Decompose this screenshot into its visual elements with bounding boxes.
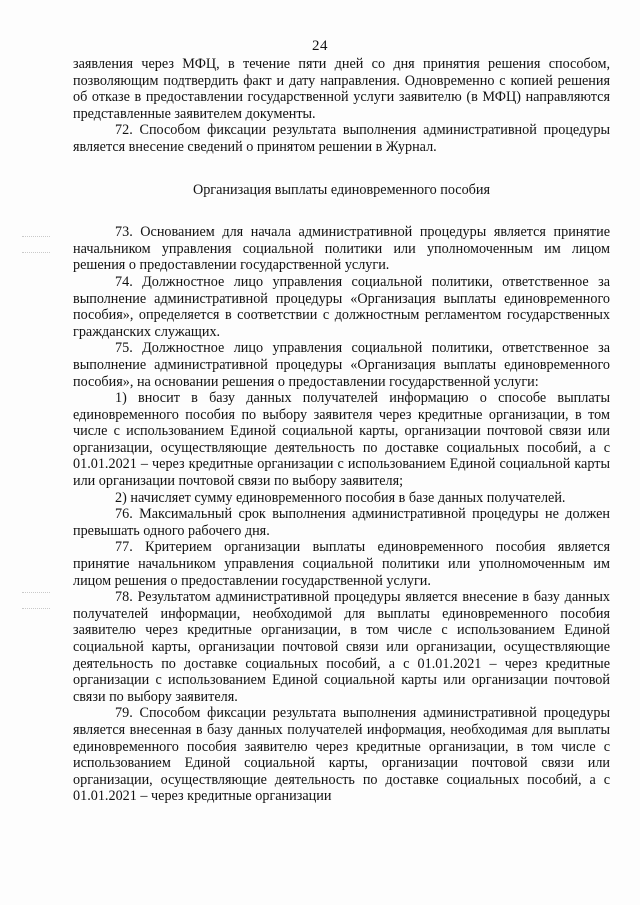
paragraph-72: 72. Способом фиксации результата выполнения административной процедуры является внесение сведений о принятом решении в Журнал. <box>73 122 610 155</box>
section-heading: Организация выплаты единовременного пособия <box>192 181 491 198</box>
paragraph-77: 77. Критерием организации выплаты единовременного пособия является принятие начальником управления социальной политики или уполномоченным им лицом решения о предоставлении государственной услуги. <box>73 539 610 589</box>
paragraph-73: 73. Основанием для начала административной процедуры является принятие начальником управления социальной политики или уполномоченным им лицом решения о предоставлении государственной услуги. <box>73 224 610 274</box>
scan-artifact <box>22 608 50 611</box>
paragraph-75-item-2: 2) начисляет сумму единовременного пособия в базе данных получателей. <box>115 489 566 506</box>
page-number: 24 <box>312 38 328 54</box>
paragraph-78: 78. Результатом административной процедуры является внесение в базу данных получателей информации, необходимой для выплаты единовременного пособия заявителю через кредитные организации, в том числе с использованием Единой социальной карты, организации почтовой связи или организации, осуществляющие деятельность по доставке социальных пособий, а с 01.01.2021 – через кредитные организации с использованием Единой социальной карты или организации почтовой связи по выбору заявителя. <box>73 589 610 705</box>
document-body <box>73 56 610 805</box>
paragraph-75: 75. Должностное лицо управления социальной политики, ответственное за выполнение административной процедуры «Организация выплаты единовременного пособия», на основании решения о предоставлении государственной услуги: <box>73 340 610 390</box>
scan-artifact <box>22 592 50 595</box>
paragraph-76: 76. Максимальный срок выполнения административной процедуры не должен превышать одного рабочего дня. <box>73 506 610 539</box>
paragraph-74: 74. Должностное лицо управления социальной политики, ответственное за выполнение административной процедуры «Организация выплаты единовременного пособия», определяется в соответствии с должностным регламентом государственных гражданских служащих. <box>73 273 610 340</box>
paragraph-79: 79. Способом фиксации результата выполнения административной процедуры является внесенная в базу данных получателей информация, необходимая для выплаты единовременного пособия заявителю через кредитные организации, в том числе с использованием Единой социальной карты, организации почтовой связи или организации, осуществляющие деятельность по доставке социальных пособий, а с 01.01.2021 – через кредитные организации <box>73 705 610 805</box>
scan-artifact <box>22 252 50 255</box>
paragraph-continuation: заявления через МФЦ, в течение пяти дней со дня принятия решения способом, позволяющим подтвердить факт и дату направления. Одновременно с копией решения об отказе в предоставлении государственной услуги заявителю (в МФЦ) направляются представленные заявителем документы. <box>73 56 610 122</box>
paragraph-75-item-1: 1) вносит в базу данных получателей информацию о способе выплаты единовременного пособия по выбору заявителя через кредитные организации, в том числе с использованием Единой социальной карты, организации почтовой связи или организации, осуществляющие деятельность по доставке социальных пособий, а с 01.01.2021 – через кредитные организации с использованием Единой социальной карты или организации почтовой связи по выбору заявителя; <box>73 390 610 490</box>
scan-artifact <box>22 236 50 239</box>
